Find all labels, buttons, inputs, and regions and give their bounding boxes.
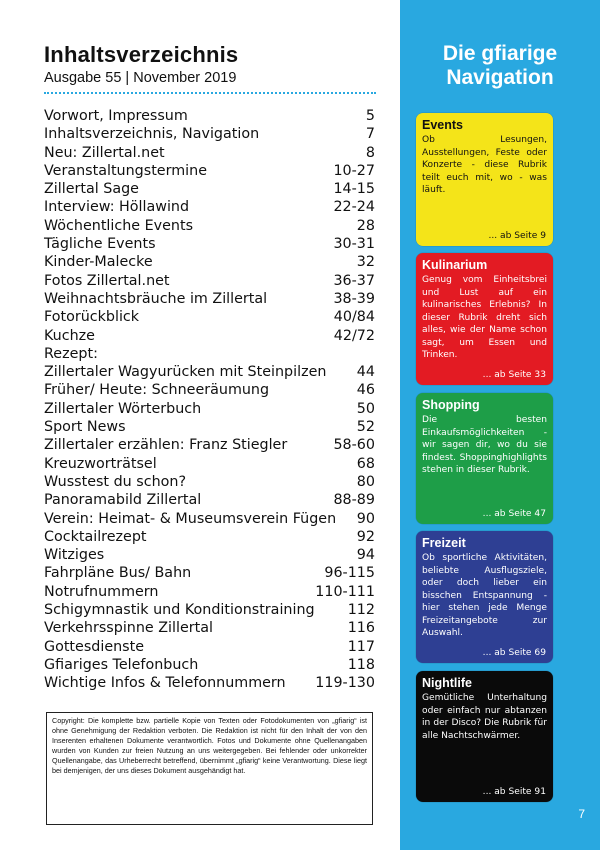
toc-entry-title: Neu: Zillertal.net <box>44 144 165 161</box>
toc-entry[interactable] <box>44 564 375 582</box>
section-heading: Nightlife <box>422 676 472 690</box>
section-description: Gemütliche Unterhaltung oder einfach nur abtanzen in der Disco? Die Rubrik für alle Nachtschwärmer. <box>422 693 547 741</box>
toc-entry[interactable] <box>44 107 375 125</box>
toc-entry[interactable] <box>44 198 375 216</box>
navigation-sidebar <box>400 0 600 850</box>
toc-entry-page: 5 <box>365 108 375 124</box>
toc-entry[interactable] <box>44 436 375 454</box>
toc-entry-title: Verkehrsspinne Zillertal <box>44 620 213 637</box>
toc-entry-page: 42/72 <box>333 327 375 344</box>
toc-entry[interactable] <box>44 656 375 674</box>
toc-entry-page: 88-89 <box>333 492 375 509</box>
toc-entry[interactable] <box>44 528 375 546</box>
toc-entry-page <box>369 345 375 363</box>
toc-entry-title: Fotos Zillertal.net <box>44 272 170 289</box>
toc-entry-page: 118 <box>347 656 375 673</box>
toc-entry-title: Wöchentliche Events <box>44 217 194 234</box>
toc-entry[interactable] <box>44 418 375 436</box>
toc-entry-page: 110-111 <box>315 583 375 600</box>
toc-list <box>44 107 375 693</box>
section-card-shopping[interactable] <box>416 393 553 524</box>
toc-entry-title: Wusstest du schon? <box>44 473 187 490</box>
toc-entry-title: Kuchze <box>44 327 95 344</box>
toc-entry[interactable] <box>44 674 375 692</box>
toc-entry[interactable] <box>44 125 375 143</box>
toc-entry-page: 10-27 <box>333 162 375 179</box>
toc-entry-page: 52 <box>356 419 375 436</box>
toc-entry[interactable] <box>44 290 375 308</box>
toc-entry-page: 22-24 <box>333 199 375 216</box>
section-page-link[interactable]: ... ab Seite 91 <box>482 787 546 797</box>
toc-entry-title: Weihnachtsbräuche im Zillertal <box>44 290 268 307</box>
toc-entry-title: Zillertal Sage <box>44 181 139 198</box>
toc-entry[interactable] <box>44 491 375 509</box>
dotted-divider <box>44 92 376 94</box>
toc-entry-page: 44 <box>356 364 375 381</box>
toc-entry-page: 7 <box>365 126 375 143</box>
toc-entry-page: 32 <box>356 254 375 271</box>
toc-entry-page: 8 <box>365 144 375 161</box>
toc-entry-page: 96-115 <box>324 565 375 582</box>
toc-entry-title: Schigymnastik und Konditionstraining <box>44 602 315 619</box>
toc-entry-page: 112 <box>347 602 375 619</box>
section-card-events[interactable] <box>416 113 553 246</box>
toc-entry-title: Witziges <box>44 547 105 564</box>
toc-entry-title: Cocktailrezept <box>44 528 147 545</box>
toc-entry-title: Kreuzworträtsel <box>44 455 157 472</box>
toc-entry-title: Zillertaler Wörterbuch <box>44 400 202 417</box>
section-heading: Shopping <box>422 398 480 412</box>
toc-entry[interactable] <box>44 162 375 180</box>
toc-entry-title: Veranstaltungstermine <box>44 162 207 179</box>
toc-entry-title: Zillertaler Wagyurücken mit Steinpilzen <box>44 364 327 381</box>
toc-entry-page: 90 <box>356 510 375 527</box>
toc-entry-title: Notrufnummern <box>44 583 159 600</box>
toc-entry-title: Vorwort, Impressum <box>44 108 188 124</box>
toc-entry[interactable] <box>44 546 375 564</box>
toc-entry[interactable] <box>44 308 375 326</box>
toc-entry-page: 14-15 <box>333 181 375 198</box>
issue-info: Ausgabe 55 | November 2019 <box>44 70 237 86</box>
toc-entry-page: 50 <box>356 400 375 417</box>
toc-entry[interactable] <box>44 217 375 235</box>
toc-entry-page: 117 <box>347 638 375 655</box>
section-card-kulinarium[interactable] <box>416 253 553 385</box>
page-number: 7 <box>578 807 585 821</box>
toc-entry-page: 119-130 <box>315 675 375 692</box>
toc-entry-page: 46 <box>356 382 375 399</box>
toc-entry[interactable] <box>44 327 375 345</box>
toc-entry[interactable] <box>44 638 375 656</box>
section-page-link[interactable]: ... ab Seite 33 <box>482 370 546 380</box>
toc-entry-title: Inhaltsverzeichnis, Navigation <box>44 126 260 143</box>
toc-entry-page: 40/84 <box>333 309 375 326</box>
toc-entry-title: Verein: Heimat- & Museumsverein Fügen <box>44 510 337 527</box>
toc-entry-title: Tägliche Events <box>44 236 156 253</box>
toc-entry-title: Gottesdienste <box>44 638 145 655</box>
section-page-link[interactable]: ... ab Seite 69 <box>482 648 546 658</box>
toc-entry-title: Kinder-Malecke <box>44 254 153 271</box>
toc-entry-title: Fotorückblick <box>44 309 140 326</box>
toc-entry-title: Zillertaler erzählen: Franz Stiegler <box>44 437 288 454</box>
toc-entry[interactable] <box>44 144 375 162</box>
toc-entry-page: 92 <box>356 528 375 545</box>
toc-entry[interactable] <box>44 400 375 418</box>
toc-entry[interactable] <box>44 272 375 290</box>
toc-entry-title: Sport News <box>44 419 126 436</box>
toc-entry-page: 30-31 <box>333 236 375 253</box>
copyright-notice: Copyright: Die komplette bzw. partielle Kopie von Texten oder Fotodokumenten von „gfiarig“ ist ohne Genehmigung der Redaktion verboten. Die Redaktion ist nicht für den Inhalt der von den Inserenten erhaltenen Dokumente verantwortlich. Fotos und Dokumente ohne Quellenangaben wurden von Kunden zur freien Nutzung an uns weitergegeben. Bei fehlender oder unkorrekter Quellenangabe, das Urheberrecht betreffend, übernimmt „gfiarig“ keine Verantwortung. Diese liegt bei demjenigen, der uns dieses Dokument ausgehändigt hat. <box>46 712 373 825</box>
section-description: Ob Lesungen, Ausstellungen, Feste oder Konzerte - diese Rubrik teilt euch mit, wo - was läuft. <box>422 135 547 195</box>
navigation-title <box>400 42 600 90</box>
toc-entry-title: Wichtige Infos & Telefonnummern <box>44 675 286 692</box>
toc-entry[interactable] <box>44 619 375 637</box>
toc-entry-page: 38-39 <box>333 290 375 307</box>
toc-entry-title: Interview: Höllawind <box>44 199 190 216</box>
toc-entry-title: Fahrpläne Bus/ Bahn <box>44 565 192 582</box>
toc-entry[interactable] <box>44 345 375 363</box>
toc-entry-page: 94 <box>356 547 375 564</box>
section-page-link[interactable]: ... ab Seite 9 <box>488 231 546 241</box>
toc-entry[interactable] <box>44 455 375 473</box>
toc-entry-page: 68 <box>356 455 375 472</box>
section-description: Ob sportliche Aktivitäten, beliebte Ausflugsziele, oder doch lieber ein bisschen Entspannung - hier stehen jede Menge Freizeitangebote zur Auswahl. <box>422 553 547 638</box>
toc-entry-page: 116 <box>347 620 375 637</box>
toc-entry-title: Früher/ Heute: Schneeräumung <box>44 382 270 399</box>
toc-entry-title: Rezept: <box>44 345 98 362</box>
section-description: Die besten Einkaufsmöglichkeiten - wir sagen dir, wo du sie findest. Shoppinghighlights stehen in dieser Rubrik. <box>422 415 547 475</box>
toc-entry-title: Panoramabild Zillertal <box>44 492 202 509</box>
navigation-title-line-1: Die gfiarige <box>442 42 558 65</box>
section-card-freizeit[interactable] <box>416 531 553 663</box>
toc-entry[interactable] <box>44 180 375 198</box>
toc-entry[interactable] <box>44 583 375 601</box>
section-heading: Freizeit <box>422 536 466 550</box>
toc-entry[interactable] <box>44 601 375 619</box>
toc-entry-page: 36-37 <box>333 272 375 289</box>
toc-entry[interactable] <box>44 510 375 528</box>
toc-entry[interactable] <box>44 381 375 399</box>
toc-entry-page: 58-60 <box>333 437 375 454</box>
toc-entry[interactable] <box>44 253 375 271</box>
page-title: Inhaltsverzeichnis <box>44 42 239 67</box>
section-heading: Kulinarium <box>422 258 488 272</box>
section-page-link[interactable]: ... ab Seite 47 <box>482 509 546 519</box>
navigation-title-line-2: Navigation <box>446 66 554 89</box>
section-description: Genug vom Einheitsbrei und Lust auf ein kulinarisches Erlebnis? In dieser Rubrik dreht sich alles, wie der Name schon sagt, um Essen und Trinken. <box>422 275 547 360</box>
toc-entry[interactable] <box>44 473 375 491</box>
section-heading: Events <box>422 118 463 132</box>
toc-entry[interactable] <box>44 235 375 253</box>
toc-entry[interactable] <box>44 363 375 381</box>
toc-entry-page: 80 <box>356 473 375 490</box>
toc-entry-title: Gfiariges Telefonbuch <box>44 656 199 673</box>
toc-entry-page: 28 <box>356 217 375 234</box>
section-card-nightlife[interactable] <box>416 671 553 802</box>
